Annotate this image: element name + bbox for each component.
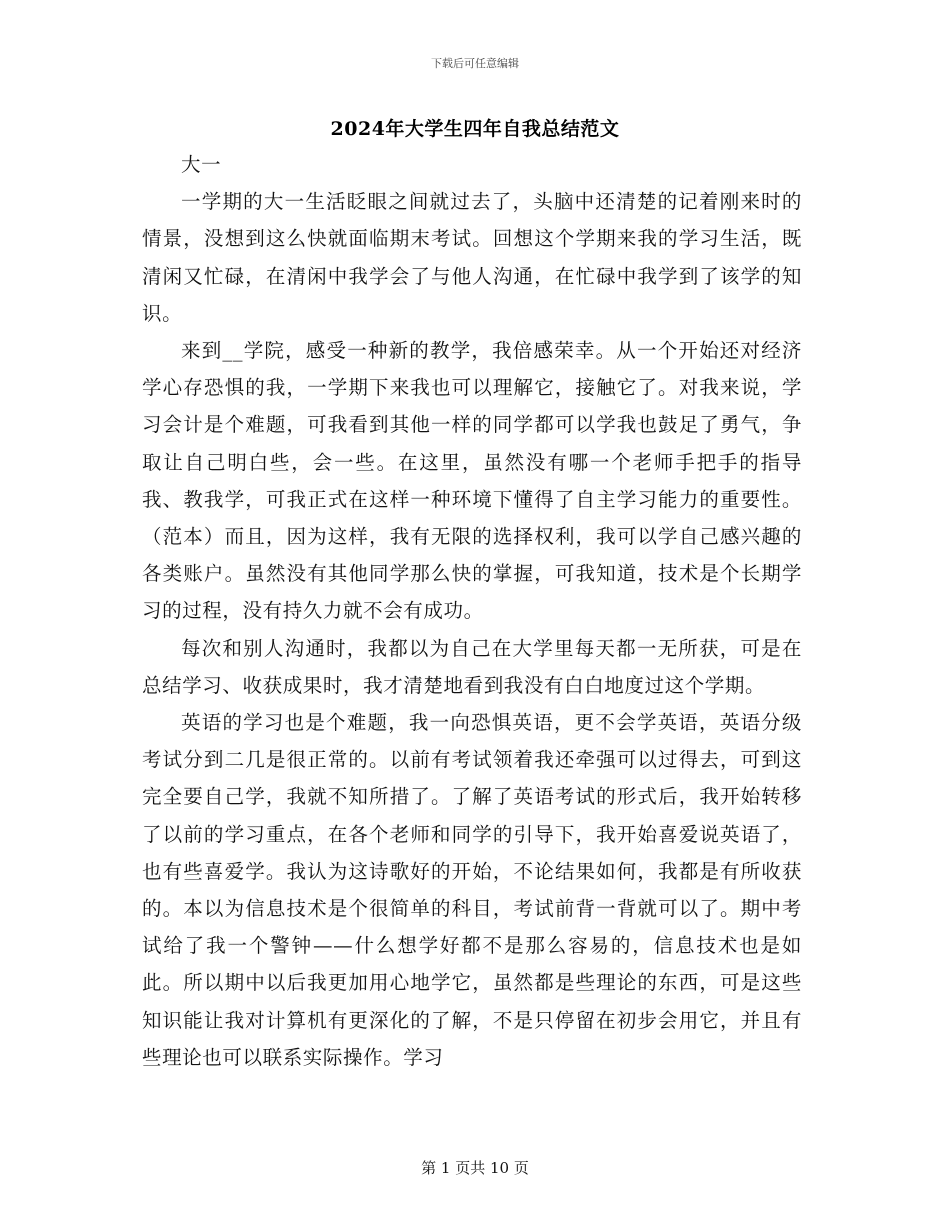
- page-footer: 第 1 页共 10 页: [421, 1159, 529, 1177]
- paragraph: 英语的学习也是个难题，我一向恐惧英语，更不会学英语，英语分级考试分到二几是很正常的。以前有考试领着我还牵强可以过得去，可到这完全要自己学，我就不知所措了。了解了英语考试的形式后，我开始转移了以前的学习重点，在各个老师和同学的引导下，我开始喜爱说英语了，也有些喜爱学。我认为这诗歌好的开始，不论结果如何，我都是有所收获的。本以为信息技术是个很简单的科目，考试前背一背就可以了。期中考试给了我一个警钟——什么想学好都不是那么容易的，信息技术也是如此。所以期中以后我更加用心地学它，虽然都是些理论的东西，可是这些知识能让我对计算机有更深化的了解，不是只停留在初步会用它，并且有些理论也可以联系实际操作。学习: [142, 711, 802, 1069]
- document-title: 2024年大学生四年自我总结范文: [330, 118, 620, 140]
- paragraph: 来到__学院，感受一种新的教学，我倍感荣幸。从一个开始还对经济学心存恐惧的我，一学期下来我也可以理解它，接触它了。对我来说，学习会计是个难题，可我看到其他一样的同学都可以学我也鼓足了勇气，争取让自己明白些，会一些。在这里，虽然没有哪一个老师手把手的指导我、教我学，可我正式在这样一种环境下懂得了自主学习能力的重要性。（范本）而且，因为这样，我有无限的选择权利，我可以学自己感兴趣的各类账户。虽然没有其他同学那么快的掌握，可我知道，技术是个长期学习的过程，没有持久力就不会有成功。: [142, 339, 802, 623]
- paragraph-section-heading: 大一: [181, 153, 222, 176]
- header-note: 下载后可任意编辑: [431, 57, 519, 70]
- document-body: [142, 146, 802, 1076]
- paragraph: 一学期的大一生活眨眼之间就过去了，头脑中还清楚的记着刚来时的情景，没想到这么快就面临期末考试。回想这个学期来我的学习生活，既清闲又忙碌，在清闲中我学会了与他人沟通，在忙碌中我学到了该学的知识。: [142, 190, 802, 325]
- paragraph: 每次和别人沟通时，我都以为自己在大学里每天都一无所获，可是在总结学习、收获成果时，我才清楚地看到我没有白白地度过这个学期。: [142, 636, 802, 697]
